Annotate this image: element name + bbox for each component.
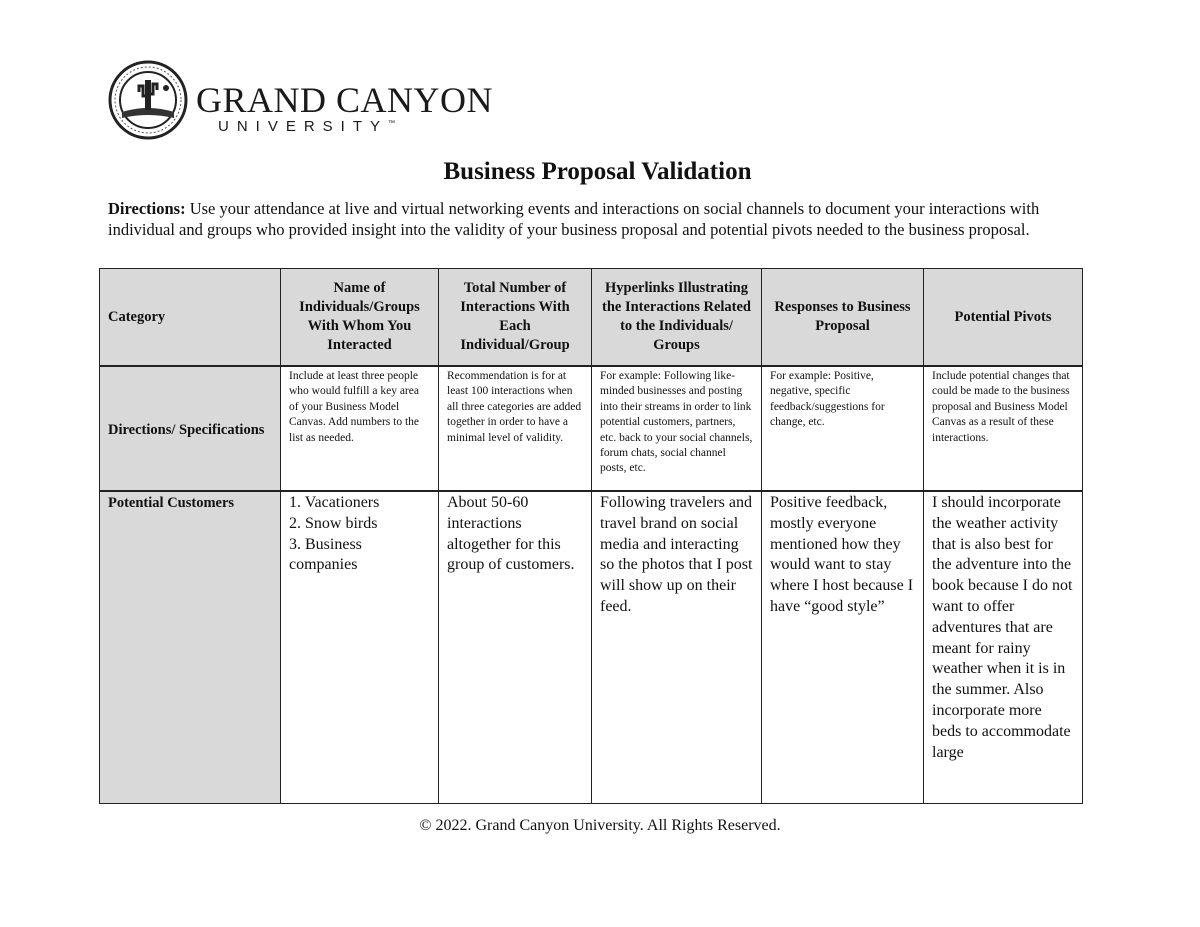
data-names	[281, 491, 439, 804]
validation-table	[99, 268, 1083, 804]
spec-interactions: Recommendation is for at least 100 interactions when all three categories are added together in order to have a minimal level of validity.	[439, 366, 592, 491]
header-hyperlinks: Hyperlinks Illustrating the Interactions Related to the Individuals/ Groups	[592, 269, 762, 367]
table-header-row	[100, 269, 1083, 367]
data-hyperlinks: Following travelers and travel brand on social media and interacting so the photos that I post will show up on their feed.	[592, 491, 762, 804]
university-seal-icon	[108, 60, 188, 140]
university-logo	[108, 58, 494, 138]
logo-subtitle: UNIVERSITY™	[218, 118, 396, 135]
directions-paragraph	[108, 198, 1098, 240]
header-responses: Responses to Business Proposal	[762, 269, 924, 367]
header-category: Category	[100, 269, 281, 367]
page-title: Business Proposal Validation	[443, 158, 752, 185]
name-item: 2. Snow birds	[289, 514, 378, 532]
data-responses: Positive feedback, mostly everyone mentioned how they would want to stay where I host because I have “good style”	[762, 491, 924, 804]
header-interactions: Total Number of Interactions With Each Individual/Group	[439, 269, 592, 367]
spec-pivots: Include potential changes that could be made to the business proposal and Business Model Canvas as a result of these interactions.	[924, 366, 1083, 491]
data-pivots: I should incorporate the weather activity that is also best for the adventure into the book because I do not want to offer adventures that are meant for rainy weather when it is in the summer. Also incorporate more beds to accommodate large	[924, 491, 1083, 804]
header-pivots: Potential Pivots	[924, 269, 1083, 367]
header-names: Name of Individuals/Groups With Whom You Interacted	[281, 269, 439, 367]
name-item: 1. Vacationers	[289, 494, 380, 511]
directions-label: Directions:	[108, 199, 186, 218]
copyright-footer: © 2022. Grand Canyon University. All Rights Reserved.	[419, 817, 781, 834]
spec-responses: For example: Positive, negative, specific feedback/suggestions for change, etc.	[762, 366, 924, 491]
logo-wordmark: GRAND CANYON	[196, 80, 494, 120]
directions-text: Use your attendance at live and virtual networking events and interactions on social channels to document your interactions with individual and groups who provided insight into the validity of your business proposal and potential pivots needed to the business proposal.	[108, 199, 1040, 239]
spec-names: Include at least three people who would fulfill a key area of your Business Model Canvas. Add numbers to the list as needed.	[281, 366, 439, 491]
specifications-row	[100, 366, 1083, 491]
spec-hyperlinks: For example: Following like-minded businesses and posting into their streams in order to link potential customers, partners, etc. back to your social channels, forum chats, social channel posts, etc.	[592, 366, 762, 491]
data-interactions: About 50-60 interactions altogether for this group of customers.	[439, 491, 592, 804]
spec-category: Directions/ Specifications	[100, 366, 281, 491]
name-item: 3. Business companies	[289, 535, 362, 574]
data-category: Potential Customers	[100, 491, 281, 804]
table-row	[100, 491, 1083, 804]
